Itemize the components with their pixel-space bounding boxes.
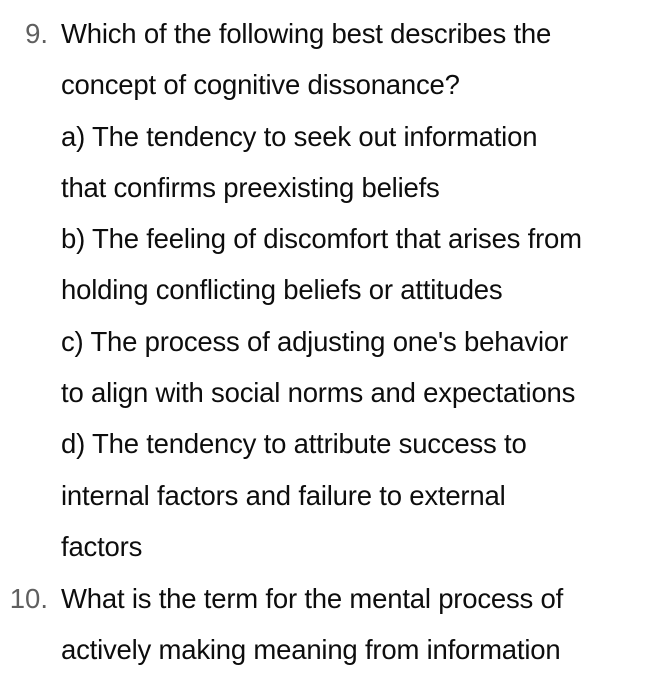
- option-a-line: that confirms preexisting beliefs: [61, 171, 440, 203]
- option-b-line: holding conflicting beliefs or attitudes: [61, 274, 503, 306]
- question-body: [61, 573, 646, 676]
- option-a-line: a) The tendency to seek out information: [61, 120, 538, 152]
- question-number: 9.: [25, 18, 48, 49]
- option-d-line: factors: [61, 530, 143, 562]
- question-number: 10.: [9, 583, 48, 614]
- question-stem-line: concept of cognitive dissonance?: [61, 69, 460, 101]
- question-stem-line: actively making meaning from information: [61, 634, 561, 666]
- option-d-line: d) The tendency to attribute success to: [61, 428, 527, 460]
- option-c-line: to align with social norms and expectations: [61, 377, 576, 409]
- question-stem-line: Which of the following best describes the: [61, 18, 552, 49]
- question-9: [0, 8, 646, 572]
- question-body: [61, 8, 646, 572]
- question-10: [0, 573, 646, 676]
- option-b-line: b) The feeling of discomfort that arises from: [61, 223, 582, 255]
- option-d-line: internal factors and failure to external: [61, 479, 506, 511]
- option-c-line: c) The process of adjusting one's behavior: [61, 325, 568, 357]
- question-stem-line: What is the term for the mental process of: [61, 583, 564, 614]
